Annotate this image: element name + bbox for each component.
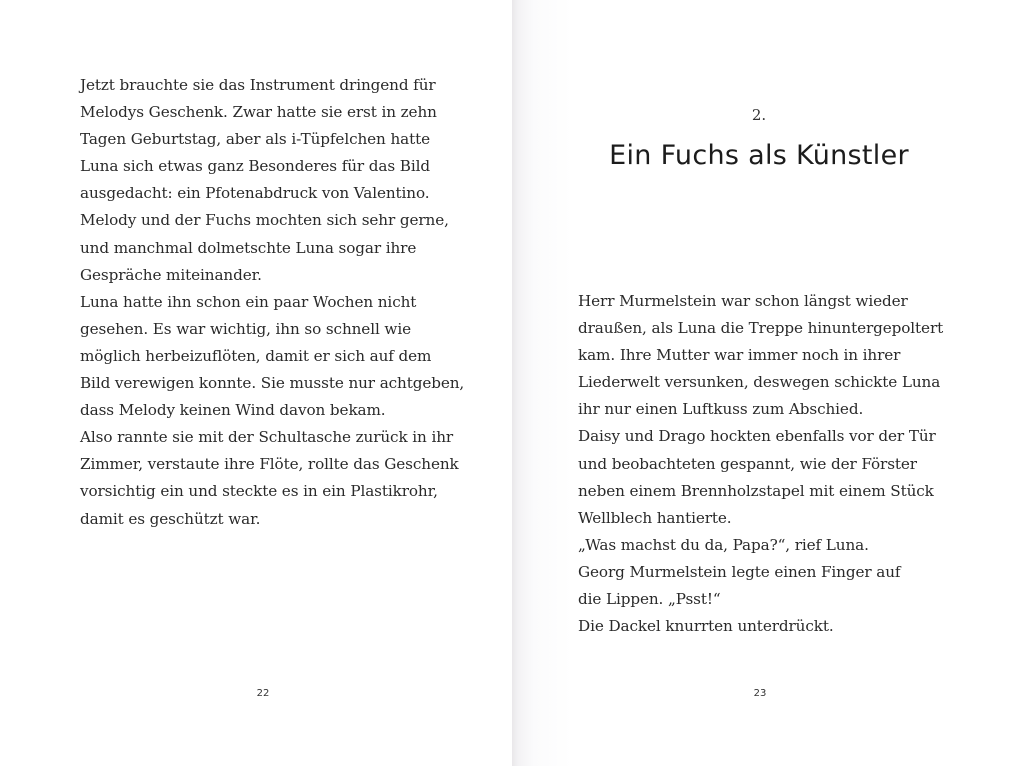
text-line: Zimmer, verstaute ihre Flöte, rollte das Geschenk [80, 455, 459, 474]
right-page [512, 0, 1024, 766]
text-line: Die Dackel knurrten unterdrückt. [578, 617, 834, 636]
text-line: vorsichtig ein und steckte es in ein Plastikrohr, [80, 482, 438, 501]
text-line: Georg Murmelstein legte einen Finger auf [578, 562, 901, 581]
page-number-right: 23 [753, 688, 767, 699]
text-line: ihr nur einen Luftkuss zum Abschied. [578, 400, 864, 419]
text-line: möglich herbeizuflöten, damit er sich auf dem [80, 346, 432, 365]
text-line: Tagen Geburtstag, aber als i-Tüpfelchen hatte [80, 130, 430, 149]
text-line: Also rannte sie mit der Schultasche zurück in ihr [80, 428, 454, 447]
text-line: Wellblech hantierte. [578, 508, 732, 527]
text-line: kam. Ihre Mutter war immer noch in ihrer [578, 346, 901, 365]
text-line: Herr Murmelstein war schon längst wieder [578, 292, 908, 310]
chapter-number: 2. [751, 106, 767, 124]
text-line: Jetzt brauchte sie das Instrument dringend für [80, 76, 436, 94]
text-line: „Was machst du da, Papa?“, rief Luna. [578, 535, 869, 554]
right-page-body-text [578, 288, 943, 640]
text-line: dass Melody keinen Wind davon bekam. [80, 401, 386, 420]
text-line: Melodys Geschenk. Zwar hatte sie erst in zehn [80, 103, 437, 122]
chapter-title: Ein Fuchs als Künstler [609, 140, 909, 171]
text-line: Gespräche miteinander. [80, 265, 262, 284]
page-number-left: 22 [256, 688, 270, 699]
text-line: Daisy und Drago hockten ebenfalls vor der Tür [578, 427, 936, 446]
text-line: und manchmal dolmetschte Luna sogar ihre [80, 238, 417, 257]
text-line: Melody und der Fuchs mochten sich sehr gerne, [80, 211, 449, 230]
text-line: Liederwelt versunken, deswegen schickte Luna [578, 373, 941, 392]
text-line: draußen, als Luna die Treppe hinuntergepoltert [578, 319, 944, 338]
text-line: die Lippen. „Psst!“ [578, 590, 721, 609]
text-line: gesehen. Es war wichtig, ihn so schnell wie [80, 319, 411, 338]
text-line: ausgedacht: ein Pfotenabdruck von Valentino. [80, 184, 430, 203]
text-line: und beobachteten gespannt, wie der Förster [578, 454, 917, 473]
text-line: Luna sich etwas ganz Besonderes für das Bild [80, 157, 430, 176]
text-line: Luna hatte ihn schon ein paar Wochen nicht [80, 292, 417, 311]
left-page-body-text [80, 72, 464, 533]
text-line: damit es geschützt war. [80, 509, 261, 528]
text-line: Bild verewigen konnte. Sie musste nur achtgeben, [80, 374, 465, 393]
text-line: neben einem Brennholzstapel mit einem Stück [578, 481, 934, 500]
